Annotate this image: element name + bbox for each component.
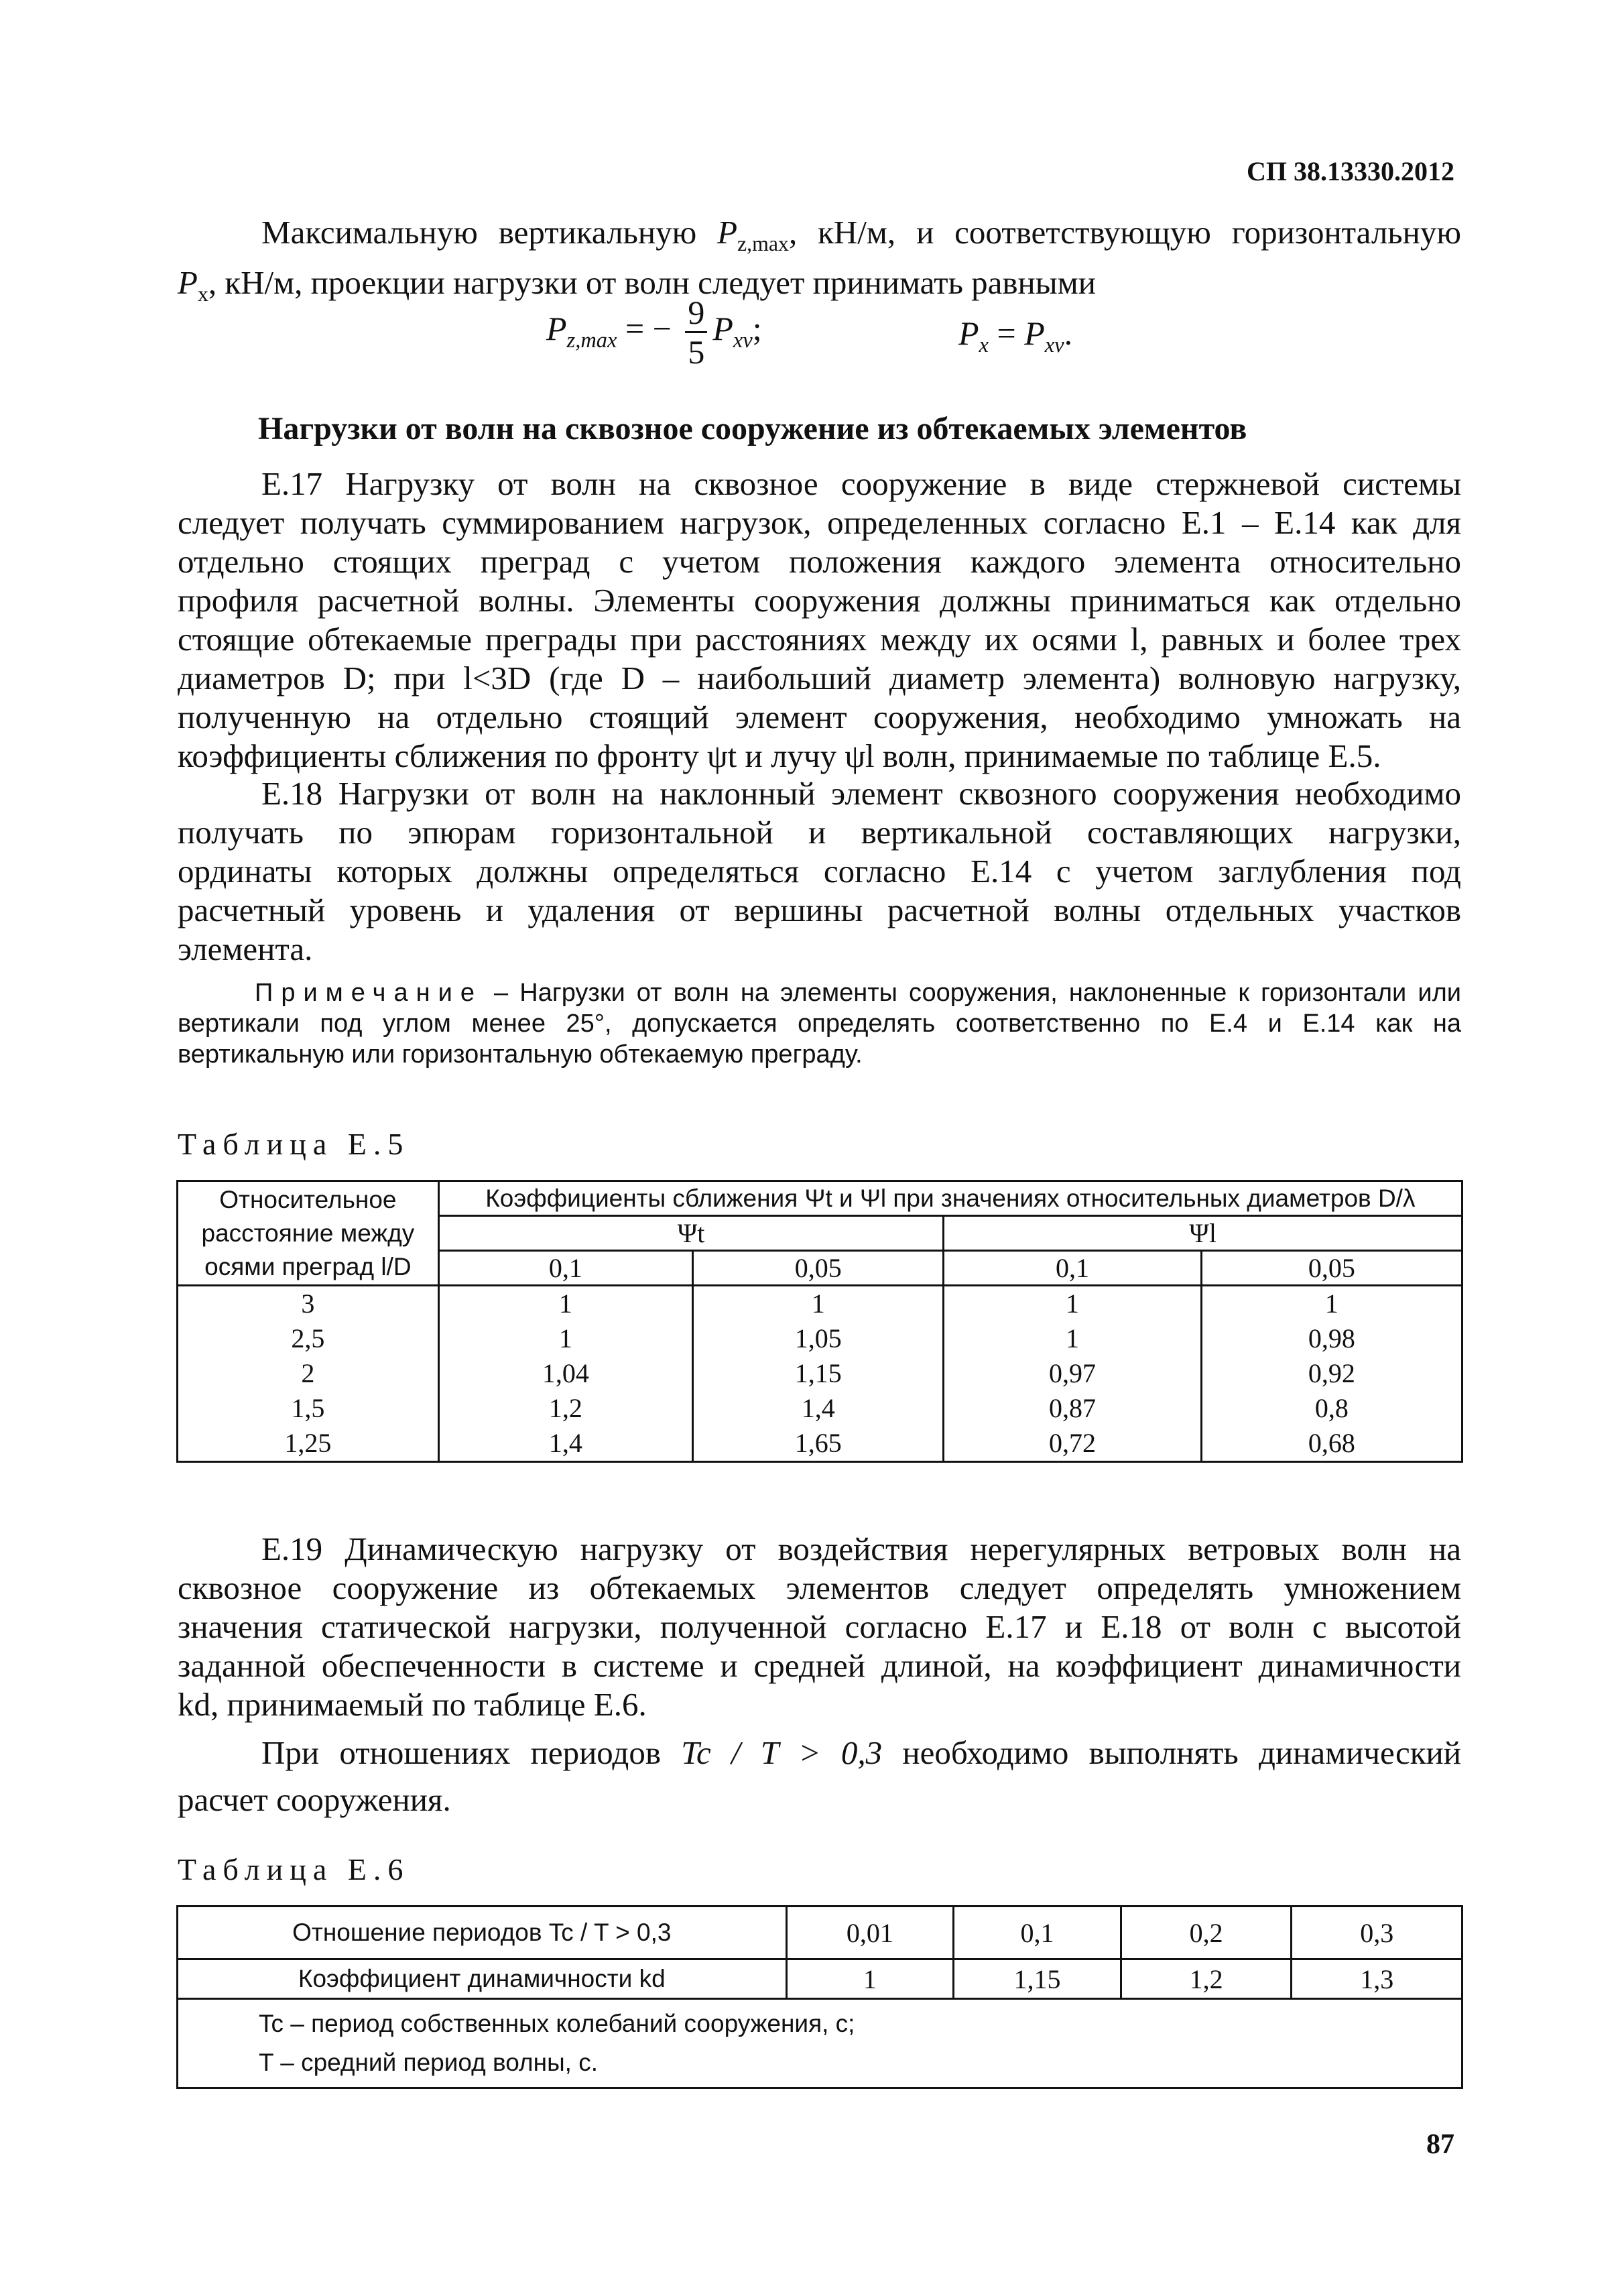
dynamic-coefficient-label: Коэффициент динамичности kd xyxy=(178,1959,787,1999)
e17-line: стоящие обтекаемые преграды при расстояниях между их осями l, равных и более трех xyxy=(178,621,1461,658)
note-t-mean: T – средний период волны, с. xyxy=(259,2049,599,2076)
table-e5 xyxy=(176,1180,1463,1463)
table-cell: 0,2 xyxy=(1121,1907,1292,1959)
e18-line: элемента. xyxy=(178,930,313,967)
period-ratio-expression: Tc / T > 0,3 xyxy=(681,1734,883,1771)
table-cell: 0,3 xyxy=(1292,1907,1462,1959)
subheader-psi-l: Ψl xyxy=(944,1216,1462,1251)
e17-line: диаметров D; при l<3D (где D – наибольший диаметр элемента) волновую нагрузку, xyxy=(178,660,1461,697)
table-cell: 1 xyxy=(693,1286,944,1322)
table-cell: 2,5 xyxy=(178,1321,439,1356)
table-notes-row xyxy=(178,1999,1462,2088)
table-row xyxy=(178,1959,1462,1999)
table-cell: 1,4 xyxy=(438,1426,692,1462)
table-e6 xyxy=(176,1905,1463,2089)
table-cell: 1,2 xyxy=(438,1391,692,1426)
e19-line: заданной обеспеченности в системе и средней длиной, на коэффициент динамичности xyxy=(178,1647,1461,1684)
e17-line: профиля расчетной волны. Элементы сооружения должны приниматься как отдельно xyxy=(178,582,1461,619)
table-row xyxy=(178,1356,1462,1391)
table-cell: 0,1 xyxy=(954,1907,1121,1959)
table-cell: 1,2 xyxy=(1121,1959,1292,1999)
table-cell: 1 xyxy=(438,1321,692,1356)
column-header: 0,05 xyxy=(1201,1251,1462,1286)
formula-right: $P_x = P_{xv}$. xyxy=(958,314,1073,357)
table-notes-cell xyxy=(178,1999,1462,2088)
document-code: СП 38.13330.2012 xyxy=(1247,156,1454,186)
row-header-cell: Относительное расстояние между осями преград l/D xyxy=(178,1181,439,1286)
table-row xyxy=(178,1391,1462,1426)
table-cell: 1,04 xyxy=(438,1356,692,1391)
note-line-1: Примечание – Нагрузки от волн на элементы сооружения, наклоненные к горизонтали или xyxy=(255,979,1461,1007)
table-cell: 0,72 xyxy=(944,1426,1201,1462)
note-tc: Tc – период собственных колебаний сооружения, с; xyxy=(259,2010,855,2037)
table-cell: 1 xyxy=(944,1321,1201,1356)
page-number: 87 xyxy=(1426,2129,1454,2160)
column-header: 0,05 xyxy=(693,1251,944,1286)
note-line-3: вертикальную или горизонтальную обтекаемую преграду. xyxy=(178,1040,863,1069)
paragraph-e18 xyxy=(178,774,1461,969)
table-cell: 1 xyxy=(786,1959,954,1999)
load-formula xyxy=(546,294,1149,381)
table-row xyxy=(178,1321,1462,1356)
e17-line: Е.17 Нагрузку от волн на сквозное сооружение в виде стержневой системы xyxy=(261,465,1461,502)
e19-line: значения статической нагрузки, полученной согласно Е.17 и Е.18 от волн с высотой xyxy=(178,1608,1461,1645)
formula-left: $P_{z,max}$ = − $\frac{9}{5}$ $P_{xv}$; xyxy=(546,294,762,371)
table-cell: 1 xyxy=(944,1286,1201,1322)
table-cell: 1,25 xyxy=(178,1426,439,1462)
table-cell: 2 xyxy=(178,1356,439,1391)
subheader-psi-t: Ψt xyxy=(438,1216,944,1251)
table-cell: 0,68 xyxy=(1201,1426,1462,1462)
e18-line: получать по эпюрам горизонтальной и вертикальной составляющих нагрузки, xyxy=(178,814,1461,851)
table-cell: 0,87 xyxy=(944,1391,1201,1426)
e18-line: расчетный уровень и удаления от вершины расчетной волны отдельных участков xyxy=(178,892,1461,928)
note-block xyxy=(178,977,1461,1070)
e17-line: полученную на отдельно стоящий элемент сооружения, необходимо умножать на xyxy=(178,699,1461,735)
table-cell: 1,05 xyxy=(693,1321,944,1356)
fraction-9-5: $\frac{9}{5}$ xyxy=(685,294,707,371)
table-cell: 0,98 xyxy=(1201,1321,1462,1356)
column-header: 0,1 xyxy=(944,1251,1201,1286)
periods-line-2: расчет сооружения. xyxy=(178,1781,451,1818)
e19-line: сквозное сооружение из обтекаемых элементов следует определять умножением xyxy=(178,1569,1461,1606)
table-cell: 1,15 xyxy=(954,1959,1121,1999)
table-cell: 3 xyxy=(178,1286,439,1322)
e17-line: отдельно стоящих преград с учетом положения каждого элемента относительно xyxy=(178,543,1461,580)
table-cell: 0,01 xyxy=(786,1907,954,1959)
e18-line: Е.18 Нагрузки от волн на наклонный элемент сквозного сооружения необходимо xyxy=(261,775,1461,812)
table-row xyxy=(178,1907,1462,1959)
e19-line: Е.19 Динамическую нагрузку от воздействия нерегулярных ветровых волн на xyxy=(261,1530,1461,1567)
note-label: Примечание xyxy=(255,979,483,1007)
section-heading: Нагрузки от волн на сквозное сооружение из обтекаемых элементов xyxy=(258,411,1247,446)
table-cell: 0,92 xyxy=(1201,1356,1462,1391)
table-cell: 1,3 xyxy=(1292,1959,1462,1999)
intro-line-1: Максимальную вертикальную $P_{z,max}$, кН/м, и соответствующую горизонтальную xyxy=(261,214,1461,255)
table-e6-caption: Таблица Е.6 xyxy=(178,1852,410,1886)
table-row xyxy=(178,1426,1462,1462)
intro-line-2: $P_x$, кН/м, проекции нагрузки от волн следует принимать равными xyxy=(178,263,1096,306)
periods-paragraph xyxy=(178,1730,1461,1823)
e18-line: ординаты которых должны определяться согласно Е.14 с учетом заглубления под xyxy=(178,853,1461,890)
note-line-2: вертикали под углом менее 25°, допускается определять соответственно по Е.4 и Е.14 как на xyxy=(178,1010,1461,1038)
table-cell: 0,97 xyxy=(944,1356,1201,1391)
periods-line-1: При отношениях периодов Tc / T > 0,3 необходимо выполнять динамический xyxy=(261,1734,1461,1771)
table-cell: 0,8 xyxy=(1201,1391,1462,1426)
table-cell: 1,15 xyxy=(693,1356,944,1391)
table-e5-caption: Таблица Е.5 xyxy=(178,1127,410,1161)
column-header: 0,1 xyxy=(438,1251,692,1286)
table-cell: 1 xyxy=(438,1286,692,1322)
table-cell: 1 xyxy=(1201,1286,1462,1322)
table-cell: 1,4 xyxy=(693,1391,944,1426)
paragraph-e19 xyxy=(178,1530,1461,1724)
table-cell: 1,5 xyxy=(178,1391,439,1426)
table-row xyxy=(178,1286,1462,1322)
group-header-cell: Коэффициенты сближения Ψt и Ψl при значениях относительных диаметров D/λ xyxy=(438,1181,1462,1216)
e19-line: kd, принимаемый по таблице Е.6. xyxy=(178,1686,647,1723)
e17-line: коэффициенты сближения по фронту ψt и лучу ψl волн, принимаемые по таблице Е.5. xyxy=(178,737,1381,774)
paragraph-e17 xyxy=(178,465,1461,776)
table-cell: 1,65 xyxy=(693,1426,944,1462)
e17-line: следует получать суммированием нагрузок, определенных согласно Е.1 – Е.14 как для xyxy=(178,504,1461,541)
period-ratio-label: Отношение периодов Tc / T > 0,3 xyxy=(178,1907,787,1959)
